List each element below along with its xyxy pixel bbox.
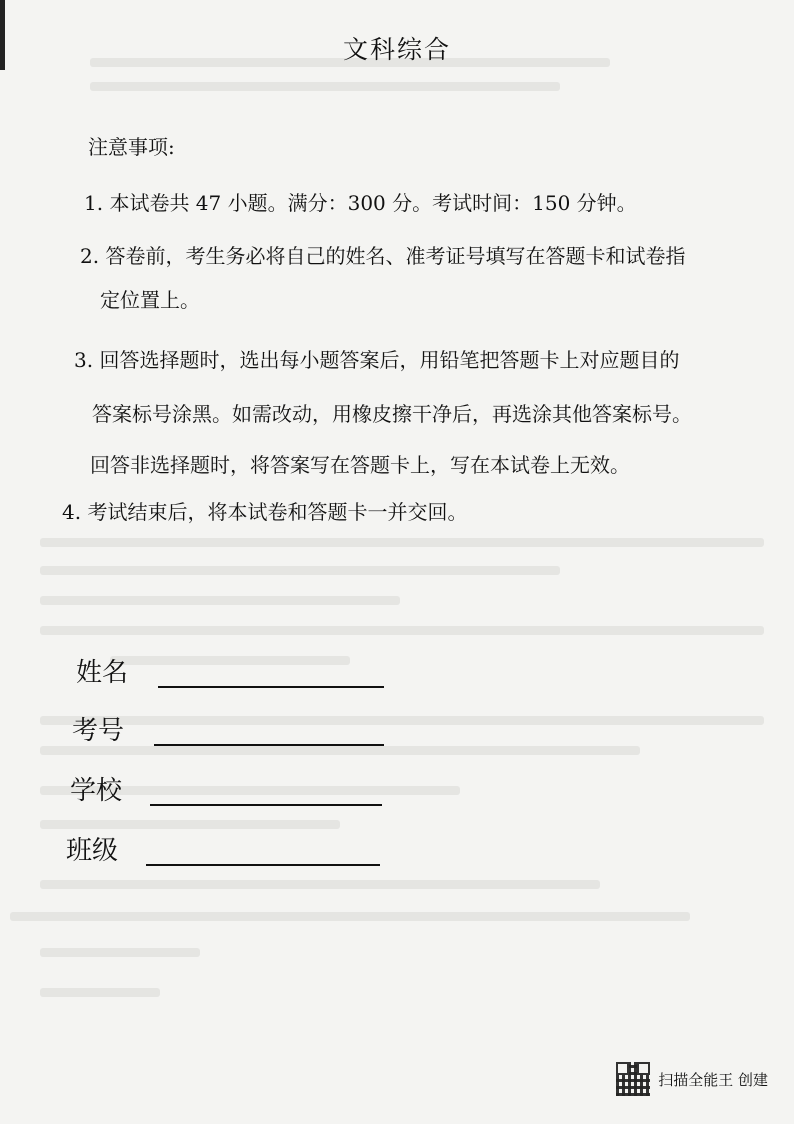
- scanner-watermark: [616, 1062, 768, 1096]
- bleed-through: [40, 566, 560, 575]
- scanner-watermark-text: 扫描全能王 创建: [658, 1070, 768, 1089]
- notice-heading: 注意事项:: [88, 135, 175, 159]
- class-label: 班级: [66, 836, 119, 866]
- bleed-through: [90, 82, 560, 91]
- name-line[interactable]: [158, 686, 384, 688]
- bleed-through: [40, 716, 764, 725]
- notice-item-3-cont: 答案标号涂黑。如需改动，用橡皮擦干净后，再选涂其他答案标号。: [92, 402, 692, 426]
- school-label: 学校: [70, 776, 123, 806]
- notice-item-3: 3. 回答选择题时，选出每小题答案后，用铅笔把答题卡上对应题目的: [74, 348, 680, 372]
- notice-item-2: 2. 答卷前，考生务必将自己的姓名、准考证号填写在答题卡和试卷指: [80, 244, 686, 268]
- notice-item-4: 4. 考试结束后，将本试卷和答题卡一并交回。: [62, 500, 468, 524]
- bleed-through: [110, 656, 350, 665]
- bleed-through: [40, 948, 200, 957]
- bleed-through: [40, 820, 340, 829]
- bleed-through: [40, 538, 764, 547]
- school-line[interactable]: [150, 804, 382, 806]
- notice-item-2-cont: 定位置上。: [100, 288, 200, 312]
- class-line[interactable]: [146, 864, 380, 866]
- qr-code-icon: [616, 1062, 650, 1096]
- notice-item-3-cont2: 回答非选择题时，将答案写在答题卡上，写在本试卷上无效。: [90, 453, 630, 477]
- exam-number-label: 考号: [72, 716, 125, 746]
- bleed-through: [40, 746, 640, 755]
- bleed-through: [40, 626, 764, 635]
- exam-number-line[interactable]: [154, 744, 384, 746]
- notice-item-1: 1. 本试卷共 47 小题。满分：300 分。考试时间：150 分钟。: [84, 191, 637, 215]
- bleed-through: [40, 880, 600, 889]
- document-title: 文科综合: [342, 35, 451, 64]
- bleed-through: [40, 596, 400, 605]
- bleed-through: [40, 988, 160, 997]
- bleed-through: [10, 912, 690, 921]
- name-label: 姓名: [76, 658, 129, 688]
